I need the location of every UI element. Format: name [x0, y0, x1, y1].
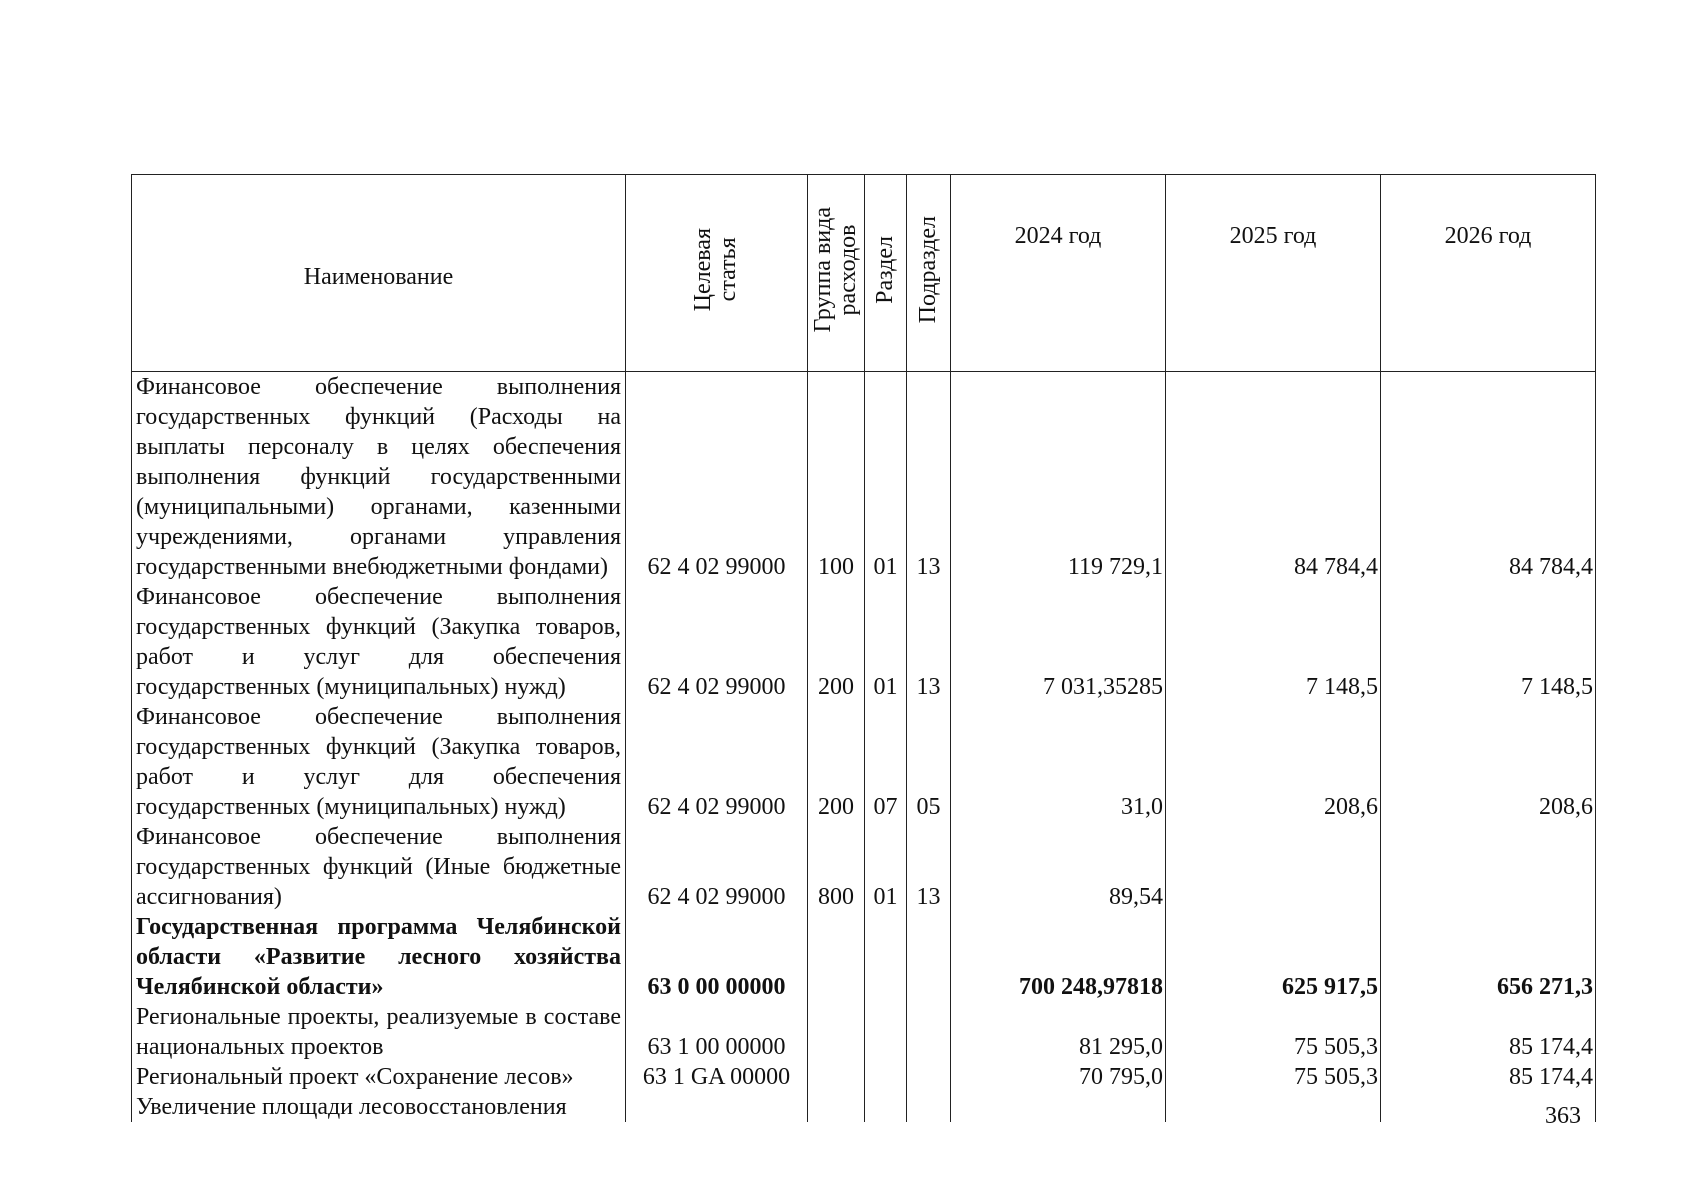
row-section: 07 — [865, 702, 907, 822]
row-subsection — [907, 1002, 951, 1062]
row-name: Государственная программа Челябинской области «Развитие лесного хозяйства Челябинской области» — [132, 912, 626, 1002]
row-target-article: 62 4 02 99000 — [626, 372, 808, 583]
row-expense-group: 100 — [808, 372, 865, 583]
row-section — [865, 1092, 907, 1122]
header-subsection: Подраздел — [907, 175, 951, 372]
row-expense-group — [808, 1002, 865, 1062]
row-value-2026: 84 784,4 — [1381, 372, 1596, 583]
row-expense-group: 200 — [808, 582, 865, 702]
row-section: 01 — [865, 822, 907, 912]
row-subsection: 13 — [907, 372, 951, 583]
row-value-2026: 85 174,4 — [1381, 1062, 1596, 1092]
row-subsection — [907, 1062, 951, 1092]
table-row — [132, 1062, 1596, 1092]
row-name: Увеличение площади лесовосстановления — [132, 1092, 626, 1122]
table-row — [132, 1002, 1596, 1062]
row-value-2024: 89,54 — [951, 822, 1166, 912]
table-row — [132, 1092, 1596, 1122]
table-body — [132, 372, 1596, 1123]
row-value-2025: 625 917,5 — [1166, 912, 1381, 1002]
row-section — [865, 912, 907, 1002]
row-subsection: 13 — [907, 582, 951, 702]
row-section — [865, 1002, 907, 1062]
row-value-2024 — [951, 1092, 1166, 1122]
row-value-2024: 700 248,97818 — [951, 912, 1166, 1002]
row-subsection — [907, 912, 951, 1002]
row-target-article: 62 4 02 99000 — [626, 582, 808, 702]
row-section — [865, 1062, 907, 1092]
row-expense-group — [808, 1062, 865, 1092]
row-value-2025: 208,6 — [1166, 702, 1381, 822]
row-value-2025 — [1166, 1092, 1381, 1122]
row-name: Региональные проекты, реализуемые в составе национальных проектов — [132, 1002, 626, 1062]
row-value-2025: 84 784,4 — [1166, 372, 1381, 583]
row-subsection: 05 — [907, 702, 951, 822]
row-value-2024: 7 031,35285 — [951, 582, 1166, 702]
row-value-2024: 119 729,1 — [951, 372, 1166, 583]
row-name: Финансовое обеспечение выполнения государственных функций (Иные бюджетные ассигнования) — [132, 822, 626, 912]
header-2026: 2026 год — [1381, 175, 1596, 372]
row-value-2025: 7 148,5 — [1166, 582, 1381, 702]
row-value-2025: 75 505,3 — [1166, 1002, 1381, 1062]
row-name: Финансовое обеспечение выполнения государственных функций (Расходы на выплаты персоналу в целях обеспечения выполнения функций государственными (муниципальными) органами, казенными учреждениями, органами управления государственными внебюджетными фондами) — [132, 372, 626, 583]
budget-table — [131, 174, 1596, 1122]
row-value-2024: 70 795,0 — [951, 1062, 1166, 1092]
table-header — [132, 175, 1596, 372]
row-value-2026: 85 174,4 — [1381, 1002, 1596, 1062]
row-name: Региональный проект «Сохранение лесов» — [132, 1062, 626, 1092]
row-value-2025 — [1166, 822, 1381, 912]
row-expense-group: 800 — [808, 822, 865, 912]
row-value-2026: 208,6 — [1381, 702, 1596, 822]
header-target-article: Целевая статья — [626, 175, 808, 372]
row-target-article — [626, 1092, 808, 1122]
table-row — [132, 372, 1596, 583]
row-target-article: 63 0 00 00000 — [626, 912, 808, 1002]
row-target-article: 63 1 00 00000 — [626, 1002, 808, 1062]
row-expense-group — [808, 912, 865, 1002]
table-row — [132, 912, 1596, 1002]
row-expense-group — [808, 1092, 865, 1122]
row-value-2025: 75 505,3 — [1166, 1062, 1381, 1092]
table-row — [132, 582, 1596, 702]
row-value-2026: 7 148,5 — [1381, 582, 1596, 702]
row-section: 01 — [865, 582, 907, 702]
row-value-2024: 81 295,0 — [951, 1002, 1166, 1062]
row-value-2024: 31,0 — [951, 702, 1166, 822]
header-2025: 2025 год — [1166, 175, 1381, 372]
row-expense-group: 200 — [808, 702, 865, 822]
row-name: Финансовое обеспечение выполнения государственных функций (Закупка товаров, работ и услуг для обеспечения государственных (муниципальных) нужд) — [132, 702, 626, 822]
row-subsection: 13 — [907, 822, 951, 912]
row-value-2026 — [1381, 822, 1596, 912]
row-name: Финансовое обеспечение выполнения государственных функций (Закупка товаров, работ и услуг для обеспечения государственных (муниципальных) нужд) — [132, 582, 626, 702]
row-target-article: 62 4 02 99000 — [626, 822, 808, 912]
table-row — [132, 822, 1596, 912]
row-subsection — [907, 1092, 951, 1122]
header-expense-group: Группа вида расходов — [808, 175, 865, 372]
header-name: Наименование — [132, 175, 626, 372]
row-section: 01 — [865, 372, 907, 583]
row-target-article: 62 4 02 99000 — [626, 702, 808, 822]
row-target-article: 63 1 GA 00000 — [626, 1062, 808, 1092]
header-section: Раздел — [865, 175, 907, 372]
row-value-2026: 656 271,3 — [1381, 912, 1596, 1002]
header-2024: 2024 год — [951, 175, 1166, 372]
page-number: 363 — [1545, 1103, 1581, 1129]
table-row — [132, 702, 1596, 822]
